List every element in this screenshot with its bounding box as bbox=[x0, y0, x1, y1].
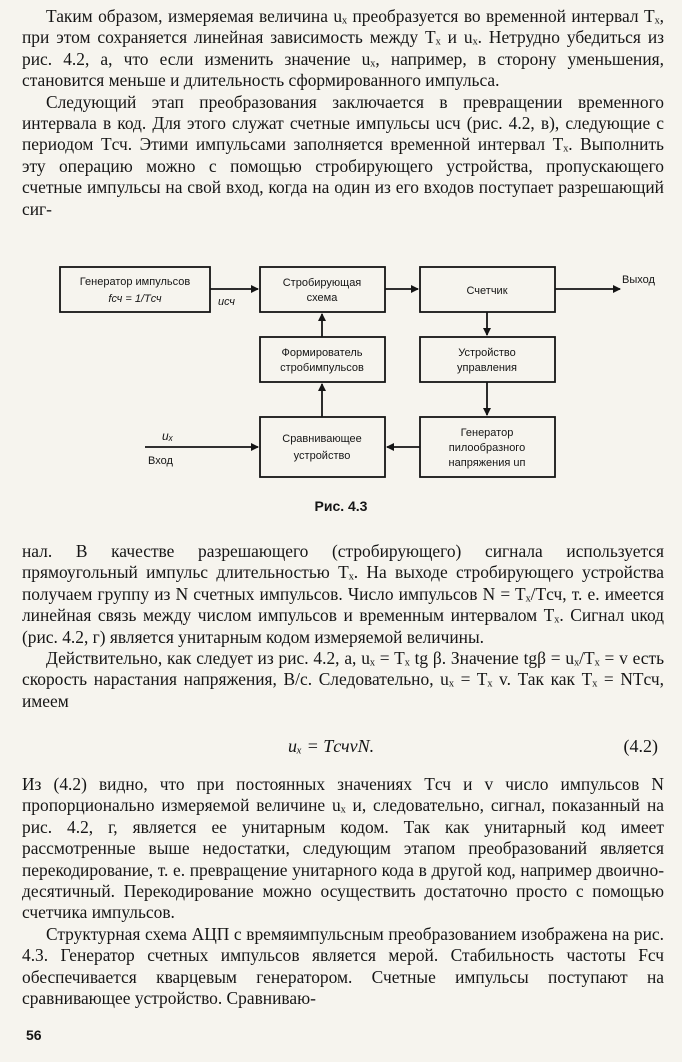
ramp-label-1: Генератор bbox=[460, 427, 514, 439]
strobe-label-1: Стробирующая bbox=[282, 277, 362, 289]
paragraph: Таким образом, измеряемая величина uₓ преобразуется во временной интервал Tₓ, при этом сохраняется линейная зависимость между Tₓ и uₓ. Нетрудно убедиться из рис. 4.2, а, что если изменить значение uₓ, например, в сторону уменьшения, становится меньше и длительность сформированного импульса. bbox=[22, 6, 664, 91]
input-label: Вход bbox=[148, 455, 173, 467]
formula-number: (4.2) bbox=[623, 736, 658, 756]
ramp-label-2: пилообразного bbox=[448, 442, 526, 454]
ux-label: uₓ bbox=[162, 429, 174, 443]
paragraph: Структурная схема АЦП с времяимпульсным преобразованием изображена на рис. 4.3. Генератор счетных импульсов является мерой. Стабильность частоты Fсч обеспечивается кварцевым генератором. Счетные импульсы поступают на сравнивающее устройство. Сравниваю- bbox=[22, 923, 664, 1009]
generator-title: Генератор импульсов bbox=[79, 276, 191, 288]
figure-caption: Рис. 4.3 bbox=[314, 498, 368, 514]
comparator-label-2: устройство bbox=[293, 450, 351, 462]
former-label-2: стробимпульсов bbox=[280, 362, 364, 374]
paragraph: нал. В качестве разрешающего (стробирующего) сигнала используется прямоугольный импульс длительностью Tₓ. На выходе стробирующего устройства получаем группу из N счетных импульсов. Число импульсов N = Tₓ/Tсч, т. е. имеется линейная связь между числом импульсов и временным интервалом Tₓ. Сигнал uкод (рис. 4.2, г) является унитарным кодом измеряемой величины. bbox=[22, 541, 664, 647]
comparator-label-1: Сравнивающее bbox=[282, 433, 362, 445]
block-diagram bbox=[50, 252, 655, 522]
paragraph: Из (4.2) видно, что при постоянных значениях Tсч и v число импульсов N пропорционально измеряемой величине uₓ и, следовательно, сигнал, показанный на рис. 4.2, г, является ее унитарным кодом. Так как унитарный код имеет рассмотренные выше недостатки, следующим этапом преобразований является перекодирование, т. е. превращение унитарного кода в другой код, например двоично-десятичный. Перекодирование можно осуществить достаточно просто с помощью счетчика импульсов. bbox=[22, 774, 664, 923]
former-box bbox=[260, 337, 385, 382]
text-block-top bbox=[22, 6, 664, 220]
control-box bbox=[420, 337, 555, 382]
strobe-box bbox=[260, 267, 385, 312]
formula-expression: uₓ = TсчvN. bbox=[288, 736, 375, 756]
page-number: 56 bbox=[26, 1027, 42, 1043]
ramp-label-3: напряжения uп bbox=[448, 457, 526, 469]
control-label-1: Устройство bbox=[458, 347, 516, 359]
former-label-1: Формирователь bbox=[281, 347, 363, 359]
generator-box bbox=[60, 267, 210, 312]
strobe-label-2: схема bbox=[306, 292, 338, 304]
generator-formula: fсч = 1/Tсч bbox=[108, 293, 162, 305]
comparator-box bbox=[260, 417, 385, 477]
text-block-bottom bbox=[22, 774, 664, 1009]
control-label-2: управления bbox=[457, 362, 517, 374]
counter-label: Счетчик bbox=[466, 285, 508, 297]
formula bbox=[0, 736, 682, 760]
paragraph: Действительно, как следует из рис. 4.2, а, uₓ = Tₓ tg β. Значение tgβ = uₓ/Tₓ = v есть скорость нарастания напряжения, В/с. Следовательно, uₓ = Tₓ v. Так как Tₓ = NTсч, имеем bbox=[22, 648, 664, 711]
paragraph: Следующий этап преобразования заключается в превращении временного интервала в код. Для этого служат счетные импульсы uсч (рис. 4.2, в), следующие с периодом Tсч. Этими импульсами заполняется временной интервал Tₓ. Выполнить эту операцию можно с помощью стробирующего устройства, пропускающего счетные импульсы на свой вход, когда на один из его входов поступает разрешающий сиг- bbox=[22, 91, 664, 219]
output-label: Выход bbox=[622, 274, 655, 286]
text-block-middle bbox=[22, 541, 664, 712]
usch-label: uсч bbox=[218, 296, 235, 308]
